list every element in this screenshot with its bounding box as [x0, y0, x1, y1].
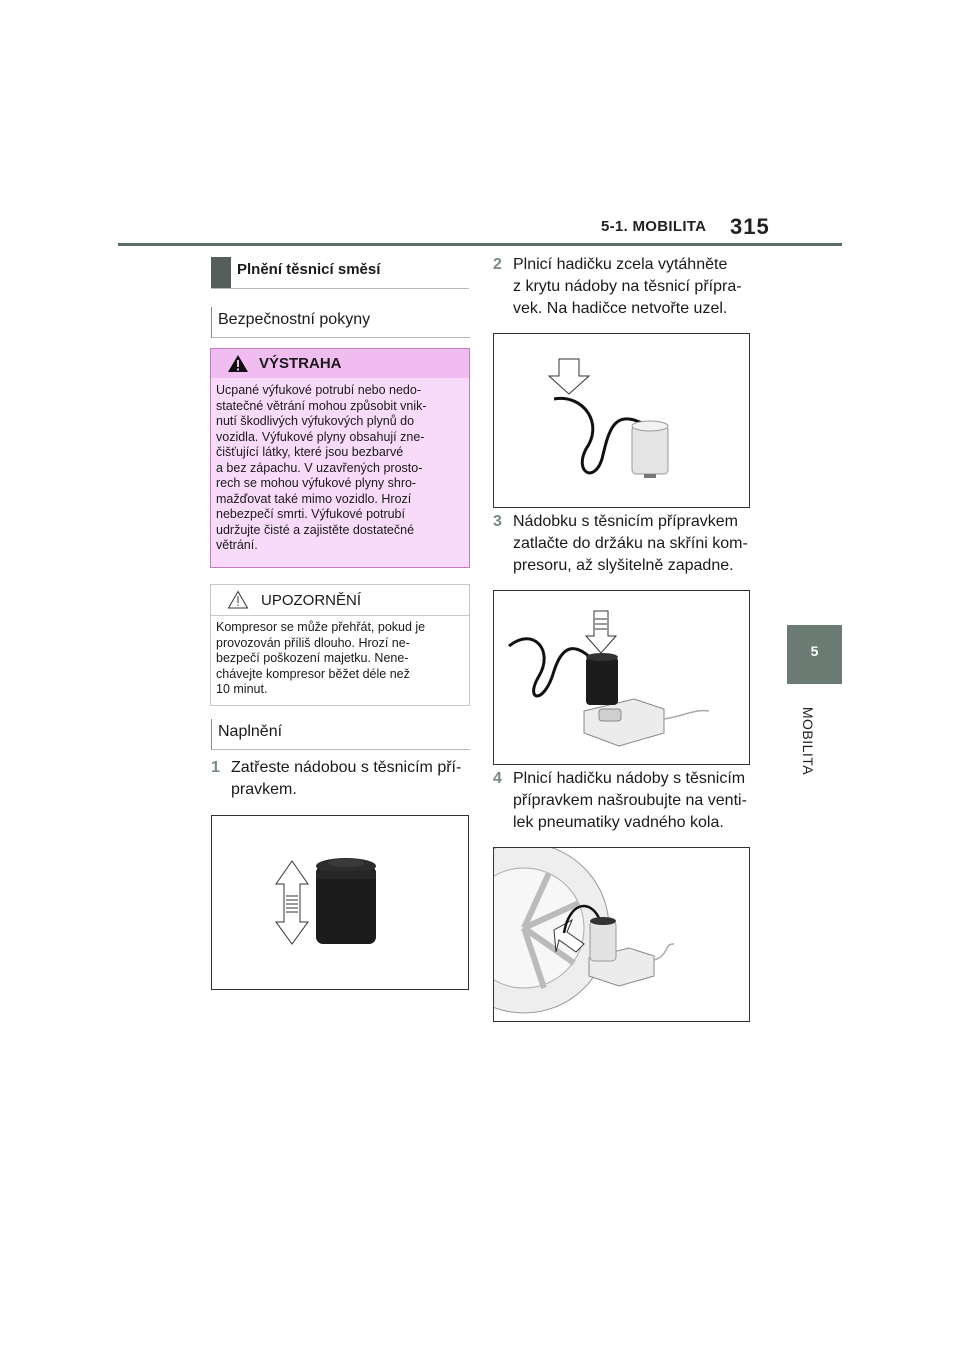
warning-line: statečné větrání mohou způsobit vnik-	[216, 398, 427, 413]
warning-title: VÝSTRAHA	[259, 355, 342, 372]
figure-insert-bottle	[493, 590, 750, 765]
warning-line: vozidla. Výfukové plyny obsahují zne-	[216, 429, 425, 444]
down-arrow-icon	[549, 359, 589, 394]
hose-icon	[509, 639, 594, 696]
warning-box	[210, 348, 470, 568]
step-line: Plnicí hadičku nádoby s těsnicím	[513, 770, 746, 787]
chapter-label-text: MOBILITA	[800, 706, 816, 776]
caution-title: UPOZORNĚNÍ	[261, 592, 362, 609]
warning-line: rech se mohou výfukové plyny shro-	[216, 476, 417, 490]
double-arrow-icon	[276, 861, 308, 944]
header-rule	[118, 243, 842, 246]
fill-heading	[211, 719, 470, 750]
warning-line: mažďovat také mimo vozidlo. Hrozí	[216, 491, 412, 506]
caution-box	[210, 584, 470, 706]
step-number: 4	[493, 770, 502, 787]
figure-connect-valve	[493, 847, 750, 1022]
step-line: Plnicí hadičku zcela vytáhněte	[513, 256, 728, 273]
step-3	[493, 511, 763, 579]
step-line: z krytu nádoby na těsnicí přípra-	[513, 278, 742, 295]
step-number: 3	[493, 513, 502, 530]
heading-bar	[211, 257, 231, 288]
caution-text	[216, 620, 466, 698]
down-arrow-icon	[586, 611, 616, 653]
section-heading-text: Plnění těsnicí směsí	[237, 261, 381, 278]
caution-line: 10 minut.	[216, 682, 268, 696]
warning-line: nutí škodlivých výfukových plynů do	[216, 414, 415, 428]
warning-line: a bez zápachu. V uzavřených prosto-	[216, 460, 423, 475]
step-line: lek pneumatiky vadného kola.	[513, 814, 724, 831]
caution-triangle-icon	[227, 590, 249, 609]
step-2	[493, 254, 763, 322]
warning-line: nebezpečí smrti. Výfukové potrubí	[216, 507, 405, 521]
step-text	[513, 254, 753, 320]
step-1	[211, 757, 471, 803]
compressor-icon	[584, 699, 709, 746]
caution-line: Kompresor se může přehřát, pokud je	[216, 620, 426, 634]
step-line: zatlačte do držáku na skříni kom-	[513, 535, 748, 552]
step-text	[513, 768, 753, 834]
insert-bottle-illustration	[494, 591, 749, 764]
step-text	[231, 757, 471, 801]
caution-line: provozován příliš dlouho. Hrozí ne-	[216, 635, 410, 650]
connect-valve-illustration	[494, 848, 749, 1021]
figure-shake-container	[211, 815, 469, 990]
caution-line: chávejte kompresor běžet déle než	[216, 666, 410, 681]
caution-header	[211, 585, 469, 616]
sealant-bottle-icon	[590, 917, 616, 961]
sealant-bottle-icon	[632, 421, 668, 478]
warning-text	[216, 383, 466, 554]
safety-heading-text: Bezpečnostní pokyny	[218, 311, 371, 328]
hose-icon	[554, 398, 644, 472]
warning-header	[211, 349, 469, 378]
step-line: Nádobku s těsnicím přípravkem	[513, 513, 738, 530]
chapter-tab: 5	[787, 625, 842, 684]
page-number: 315	[730, 214, 770, 239]
safety-heading	[211, 307, 470, 338]
pull-hose-illustration	[494, 334, 749, 507]
step-4	[493, 768, 763, 836]
warning-line: udržujte čisté a zajistěte dostatečné	[216, 522, 415, 537]
section-heading	[211, 257, 469, 289]
warning-triangle-icon	[227, 354, 249, 373]
warning-body	[211, 378, 469, 567]
warning-line: větrání.	[216, 538, 258, 552]
step-number: 1	[211, 759, 220, 776]
caution-line: bezpečí poškození majetku. Nene-	[216, 651, 409, 665]
step-line: vek. Na hadičce netvořte uzel.	[513, 300, 728, 317]
figure-pull-hose	[493, 333, 750, 508]
chapter-label	[788, 693, 828, 813]
step-line: přípravkem našroubujte na venti-	[513, 792, 747, 809]
step-line: pravkem.	[231, 781, 297, 798]
section-title: 5-1. MOBILITA	[601, 218, 707, 235]
fill-heading-text: Naplnění	[218, 723, 283, 740]
step-line: Zatřeste nádobou s těsnicím pří-	[231, 759, 462, 776]
step-text	[513, 511, 753, 577]
warning-line: čišťující látky, které jsou bezbarvé	[216, 445, 404, 459]
shake-illustration	[212, 816, 468, 989]
sealant-bottle-icon	[316, 858, 376, 944]
warning-line: Ucpané výfukové potrubí nebo nedo-	[216, 383, 421, 397]
sealant-bottle-icon	[586, 653, 618, 705]
step-line: presoru, až slyšitelně zapadne.	[513, 557, 734, 574]
step-number: 2	[493, 256, 502, 273]
